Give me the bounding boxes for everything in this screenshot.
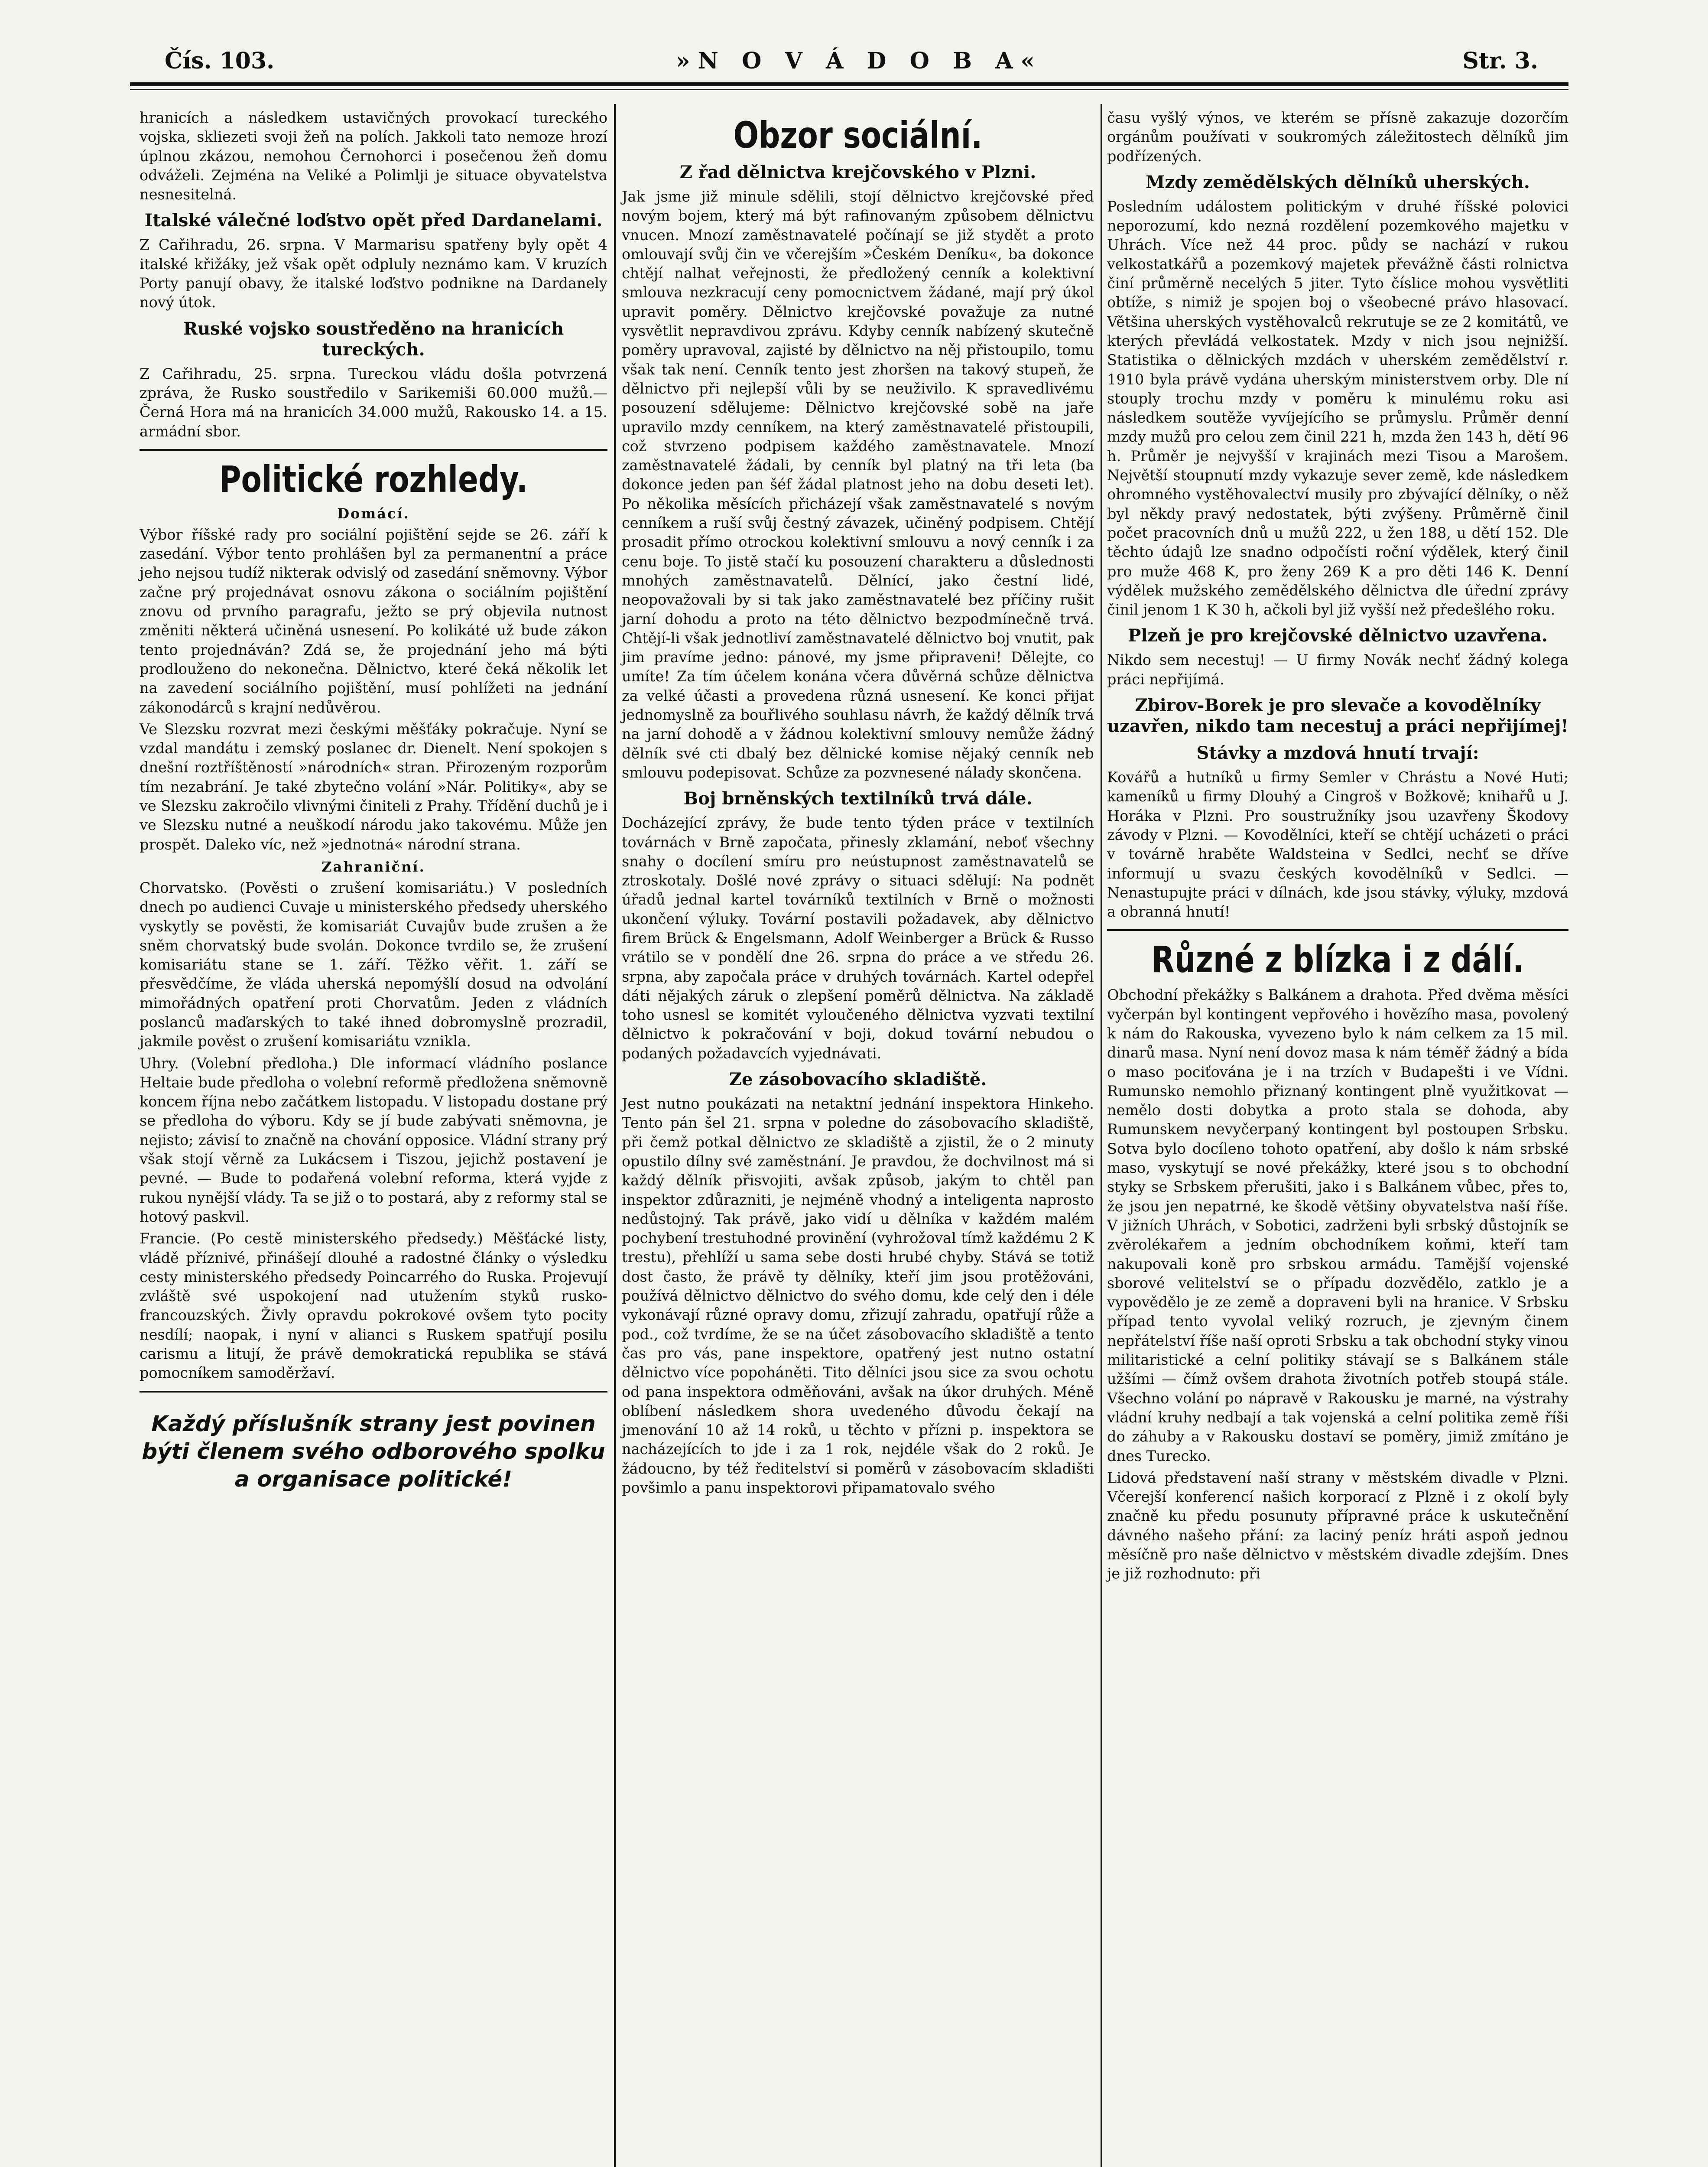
article-stavky: Kovářů a hutníků u firmy Semler v Chrástu a Nové Huti; kameníků u firmy Dlouhý a Cingroš v Božkově; knihařů u J. Horáka v Plzni. Pro soustružníky jsou uzavřeny Škodovy závody v Plzni. — Kovodělníci, kteří se chtějí ucházeti o práci v továrně hraběte Waldsteina v Sedlci, nechť se dříve informují u svazu českých kovodělníků v Sedlci. — Nenastupujte práci v dílnách, kde jsou stávky, výluky, mzdová a obranná hnutí! — [1107, 769, 1568, 921]
headline-italske: Italské válečné loďstvo opět před Dardanelami. — [144, 210, 603, 231]
headline-sklad: Ze zásobovacího skladiště. — [729, 1069, 987, 1090]
section-rule — [1107, 929, 1568, 931]
article-ruske: Z Cařihradu, 25. srpna. Tureckou vládu došla potvrzená zpráva, že Rusko soustředilo v Sarikemiši 60.000 mužů.— Černá Hora má na hranicích 34.000 mužů, Rakousko 14. a 15. armádní sbor. — [140, 365, 607, 440]
page-header — [165, 48, 1538, 87]
article-krejci: Jak jsme již minule sdělili, stojí dělnictvo krejčovské před novým bojem, který má být rafinovaným způsobem dělnictvu vnucen. Mnozí zaměstnavatelé počínají se již stydět a proto omlouvají svůj čin ve včerejším »Českém Deníku«, ba dokonce chtějí nalhat veřejnosti, že předložený cenník a kolektivní smlouva nezkracují ceny pomocnictvem žádané, mají prý úkol upravit poměry. Dělnictvo krejčovské považuje za nutné vysvětlit nepravdivou zprávu. Kdyby cenník nabízený skutečně poměry upravoval, zajisté by dělnictvo na něj přistoupilo, tomu však tak není. Cenník tento jest zhoršen na takový stupeň, že dělnictvo při nejlepší vůli by se neuživilo. K spravedlivému posouzení sdělujeme: Dělnictvo krejčovské sobě na jaře upravilo mzdy cenníkem, na který zaměstnavatelé přistoupili, což stvrzeno podpisem každého zaměstnavatele. Mnozí zaměstnavatelé žádali, by cenník byl platný na tři leta (ba dokonce jeden pan šéf žádal platnost jeho na dobu deseti let). Po několika měsících přicházejí však zaměstnavatelé s novým cenníkem a ruší svůj čestný závazek, učiněný podpisem. Chtějí prosadit přímo otrockou kolektivní smlouvu a nový cenník i za cenu boje. To jistě stačí ku posouzení charakteru a důslednosti mnohých zaměstnavatelů. Dělnící, jako čestní lidé, neopovažovali by si tak jako zaměstnavatelé bez příčiny rušit jarní dohodu a proto na této dělnictvo bezpodmínečně trvá. Chtějí-li však jednotliví zaměstnavatelé dělnictvo boj vnutit, pak jim pravíme jedno: pánové, my jsme připraveni! Dělejte, co umíte! Za tím účelem konána včera důvěrná schůze dělnictva za velké účasti a provedena různá usnesení. Ke konci přijat jednomyslně za bouřlivého souhlasu návrh, že každý dělník trvá na jarní dohodě a v žádnou kolektivní smlouvy nemůže žádný dělník své cti dbalý bez dělnické komise nějaký cenník neb smlouvu podepisovat. Schůze za pozvnesené nálady skončena. — [622, 188, 1094, 781]
column-3 — [1107, 108, 1568, 1586]
header-rule-thin — [130, 89, 1568, 90]
headline-krejci: Z řad dělnictva krejčovského v Plzni. — [679, 162, 1036, 182]
headline-ruske: Ruské vojsko soustředěno na hranicích tureckých. — [183, 318, 564, 360]
subsection-zahranicni: Zahraniční. — [321, 858, 425, 875]
article-divadlo: Lidová představení naší strany v městském divadle v Plzni. Včerejší konferencí našich korporací z Plzně i z okolí byly značně ku předu posunuty přípravné práce k uskutečnění dávného našeho přání: za laciný peníz hráti aspoň jednou měsíčně pro naše dělnictvo v městském divadle zdejším. Dnes je již rozhodnuto: při — [1107, 1469, 1568, 1582]
section-title-politicke: Politické rozhledy. — [219, 458, 528, 501]
article-plzen: Nikdo sem necestuj! — U firmy Novák nechť žádný kolega práci nepřijímá. — [1107, 651, 1568, 688]
headline-brno: Boj brněnských textilníků trvá dále. — [683, 788, 1033, 809]
headline-stavky: Stávky a mzdová hnutí trvají: — [1196, 743, 1479, 764]
column-2 — [622, 108, 1094, 1500]
article-mzdy: Posledním událostem politickým v druhé říšské polovici neporozumí, kdo nezná rozdělení pozemkového majetku v Uhrách. Více než 44 proc. půdy se nachází v rukou velkostatkářů a pozemkový majetek převážně části rolnictva činí průměrně necelých 5 jiter. Tyto číslice mohou vysvětliti obtíže, s nimiž je spojen boj o všeobecné právo hlasovací. Většina uherských vystěhovalců rekrutuje se ze 2 komitátů, ve kterých převládá velkostatek. Mzdy v nich jsou nejnižší. Statistika o dělnických mzdách v uherském zemědělství r. 1910 byla právě vydána uherským ministerstvem orby. Dle ní stouply trochu mzdy v poměru k minulému roku asi následkem soutěže vyvíjejícího se průmyslu. Průměr denní mzdy mužů pro celou zem činil 221 h, mzda žen 143 h, dětí 96 h. Průměr je nejvyšší v krajinách mezi Tisou a Marošem. Největší stoupnutí mzdy vykazuje sever země, kde následkem ohromného vystěhovalectví musily pro zbývající dělníky, o něž byl někdy pravý nedostatek, býti zvýšeny. Průměrně činil počet pracovních dnů u mužů 222, u žen 188, u dětí 152. Dle těchto údajů lze snadno odpočísti roční výdělek, který činil pro muže 468 K, pro ženy 269 K a pro děti 146 K. Denní výdělek mužského zemědělského dělnictva dle úřední zprávy činil jenom 1 K 30 h, ačkoli byl již vyšší než předešlého roku. — [1107, 198, 1568, 618]
article-obchodni: Obchodní překážky s Balkánem a drahota. Před dvěma měsíci vyčerpán byl kontingent vepřového i hovězího masa, povolený k nám do Rakouska, vyvezeno bylo k nám celkem za 15 mil. dinarů masa. Nyní není dovoz masa k nám téměř žádný a bída o maso pociťována je i na trzích v Budapešti i ve Vídni. Rumunsko nemohlo přiznaný kontingent plně využitkovat — nemělo dosti dobytka a proto stala se dohoda, aby Rumunskem nevyčerpaný kontingent byl postoupen Srbsku. Sotva bylo docíleno tohoto opatření, aby došlo k nám srbské maso, vyskytují se nové překážky, které jsou s to obchodní styky se Srbskem přerušiti, jako i s Balkánem vůbec, přes to, že jsou jen nepatrné, ke škodě většiny obyvatelstva naší říše. V jižních Uhrách, v Sobotici, zadrženi byli srbský důstojník se zvěrolékařem a jedním obchodníkem koňmi, kteří tam nakupovali koně pro srbskou armádu. Tamější vojenské sborové velitelství se o případu dozvědělo, zatklo je a vypovědělo je ze země a dopraveni byli na hranice. V Srbsku případ tento vyvolal veliký rozruch, je zjevným činem nepřátelství říše naší oproti Srbsku a tak obchodní styky vinou militaristické a celní politiky stávají se s Balkánem stále užšími — čímž ovšem drahota životních potřeb stoupá stále. Všechno volání po nápravě v Rakousku je marné, na výstrahy vládní kruhy nedbají a tak vojenská a celní politika země říši do záhuby a v Rakousku dostaví se poměry, jimiž zmítáno je dnes Turecko. — [1107, 986, 1568, 1464]
article-chorvatsko: Chorvatsko. (Pověsti o zrušení komisariátu.) V posledních dnech po audienci Cuvaje u ministerského předsedy uherského vyskytly se pověsti, že komisariát Cuvajův bude zrušen a že sněm chorvatský bude svolán. Dokonce tvrdilo se, že zrušení komisariátu stane se 1. září. Těžko věřit. 1. září se přesvědčíme, že vláda uherská nepomýšlí dosud na odvolání mimořádných opatření proti Chorvatům. Jeden z vládních poslanců maďarských to také ihned dobromyslně prozradil, jakmile pověst o zrušení komisariátu vznikla. — [140, 879, 607, 1050]
article-francie: Francie. (Po cestě ministerského předsedy.) Měšťácké listy, vládě příznivé, přinášejí dlouhé a radostné články o výsledku cesty ministerského předsedy Poincarrého do Ruska. Projevují zvláště své uspokojení nad utužením styků rusko-francouzských. Živly opravdu pokrokové ovšem tyto pocity nesdílí; naopak, i nyní v alianci s Ruskem spatřují posilu carismu a litují, že právě demokratická republika se stává pomocníkem samoděržaví. — [140, 1230, 607, 1382]
article-slezsko: Ve Slezsku rozvrat mezi českými měšťáky pokračuje. Nyní se vzdal mandátu i zemský poslanec dr. Dienelt. Není spokojen s dnešní roztříštěností »národních« stran. Přirozeným rozporům tím nezabrání. Je také zbytečno volání »Nár. Politiky«, aby se ve Slezsku zakročilo vlivnými činiteli z Prahy. Třídění duchů je i ve Slezsku nutné a neuškodí národu jako takovému. Může jen prospět. Daleko víc, než »jednotná« národní strana. — [140, 720, 608, 853]
article-vybor: Výbor říšské rady pro sociální pojištění sejde se 26. září k zasedání. Výbor tento prohlášen byl za permanentní a práce jeho nejsou tudíž nikterak odvislý od zasedání sněmovny. Výbor začne prý projednávat osnovu zákona o sociálním pojištění znovu od prvního paragrafu, ježto se prý objevila nutnost změniti některá učiněná usnesení. Po kolikáté už bude zákon tento projednáván? Zdá se, že projednání jeho má býti prodlouženo do nekonečna. Dělnictvo, které čeká několik let na zavedení sociálního pojištění, musí pohlížeti na jednání zákonodárců s krajní nedůvěrou. — [140, 526, 607, 716]
column-divider — [1101, 104, 1102, 2167]
headline-mzdy: Mzdy zemědělských dělníků uherských. — [1146, 172, 1530, 192]
section-rule — [140, 449, 607, 451]
article-uhry: Uhry. (Volební předloha.) Dle informací vládního poslance Heltaie bude předloha o volební reformě předložena sněmovně koncem října nebo začátkem listopadu. V listopadu dostane prý se předloha do výboru. Kdy se jí bude zabývati sněmovna, je nejisto; závisí to značně na chování opposice. Vládní strany prý však stojí věrně za Lukácsem i Tiszou, jejichž postavení je pevné. — Bude to podařená volební reforma, která vyjde z rukou nynější vlády. Ta se již o to postará, aby z reformy stal se hotový paskvil. — [140, 1054, 607, 1225]
headline-zbirov: Zbirov-Borek je pro slevače a kovodělníky uzavřen, nikdo tam necestuj a práci nepřijímej! — [1107, 695, 1568, 737]
header-rule — [130, 82, 1568, 86]
issue-number: Čís. 103. — [165, 48, 275, 74]
section-title-obzor: Obzor sociální. — [733, 114, 983, 156]
party-callout: Každý příslušník strany jest povinen býti členem svého odborového spolku a organisace politické! — [142, 1411, 605, 1492]
article-continuation: času vyšlý výnos, ve kterém se přísně zakazuje dozorčím orgánům používati v soukromých záležitostech dělníků jim podřízených. — [1107, 109, 1568, 165]
column-divider — [614, 104, 616, 2167]
newspaper-title: »N O V Á D O B A« — [676, 48, 1042, 74]
article-italske: Z Cařihradu, 26. srpna. V Marmarisu spatřeny byly opět 4 italské křižáky, jež však opět odpluly neznámo kam. V kruzích Porty panují obavy, že italské loďstvo podnikne na Dardanely nový útok. — [140, 236, 607, 311]
page-number: Str. 3. — [1462, 48, 1538, 74]
subsection-domaci: Domácí. — [337, 505, 410, 522]
section-title-ruzne: Různé z blízka i z dálí. — [1151, 938, 1524, 981]
article-sklad: Jest nutno poukázati na netaktní jednání inspektora Hinkeho. Tento pán šel 21. srpna v poledne do zásobovacího skladiště, při čemž potkal dělnictvo ze skladiště a zjistil, že o 2 minuty opustilo dílny své zaměstnání. Je pravdou, že dochvilnost má si každý dělník přisvojiti, avšak způsob, jakým to chtěl pan inspektor zdůrazniti, je nejméně vhodný a inteligenta naprosto nedůstojný. Tak právě, jako vidí u dělníka v každém malém pochybení trestuhodné provinění (vyhrožoval tímž každému 2 K trestu), přehlíží u sama sebe dosti hrubé chyby. Stává se totiž dost často, že právě ty dělníky, kteří jim jsou protěžováni, používá dělnictvo dělnictvo do svého domu, kde celý den i déle vykonávají různé opravy domu, zřizují zahradu, opatřují růže a pod., což tvrdíme, že se na účet zásobovacího skladiště a tento čas pro vás, pane inspektore, opatřený jest nutno ostatní dělnictvo více popoháněti. Tito dělníci jsou sice za svou ochotu od pana inspektora odměňováni, avšak na úkor druhých. Méně oblíbení následkem shora uvedeného důvodu čekají na jmenování 10 až 14 roků, u těchto v přízni p. inspektora se nacházejících to jde i za 1 rok, nejdéle však do 2 roků. Je žádoucno, by též ředitelství si poměrů v zásobovacím skladišti povšimlo a panu inspektorovi připamatovalo svého — [622, 1095, 1094, 1496]
headline-plzen: Plzeň je pro krejčovské dělnictvo uzavřena. — [1128, 625, 1548, 646]
article-brno: Docházející zprávy, že bude tento týden práce v textilních továrnách v Brně započata, přinesly zklamání, neboť všechny snahy o docílení smíru pro neústupnost zaměstnavatelů se ztroskotaly. Došlé nové zprávy o situaci sdělují: Na podnět úřadů jednal kartel továrníků textilních v Brně o možnosti ukončení výluky. Tovární postavili požadavek, aby dělnictvo firem Brück & Engelsmann, Adolf Weinberger a Brück & Russo vrátilo se v pondělí dne 26. srpna do práce a ve středu 26. srpna, aby započala práce v druhých továrnách. Kartel odepřel dáti nějakých záruk o zlepšení poměrů dělnictva. Na základě toho usnesl se komitét vyloučeného dělnictva vyzvati textilní dělnictvo k pokračování v boji, dokud tovární nebudou o podaných požadavcích vyjednávati. — [622, 814, 1094, 1062]
article-continuation: hranicích a následkem ustavičných provokací tureckého vojska, skliezeti svoji žeň na polích. Jakkoli tato nemoze hrozí úplnou zkázou, nemohou Černohorci i posečenou žeň domu odváželi. Zejména na Veliké a Polimlji je situace obyvatelstva nesnesitelná. — [140, 109, 607, 203]
section-rule — [140, 1391, 607, 1393]
column-1 — [140, 108, 607, 1493]
